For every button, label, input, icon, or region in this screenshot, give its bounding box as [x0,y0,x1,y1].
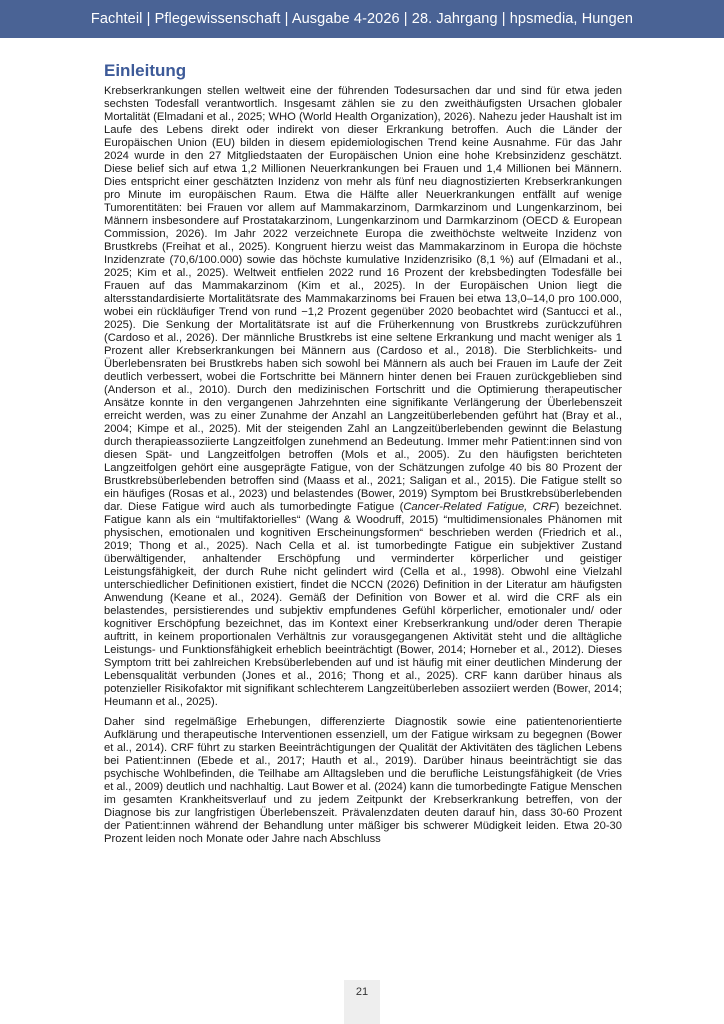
paragraph-1-italic-term: Cancer-Related Fatigue, CRF [403,501,556,513]
running-header [0,0,724,38]
running-header-text: Fachteil | Pflegewissenschaft | Ausgabe 4-2026 | 28. Jahrgang | hpsmedia, Hungen [90,11,634,27]
page-number-box [344,980,380,1024]
article-body [104,60,622,846]
section-heading: Einleitung [104,61,187,80]
paragraph-2: Daher sind regelmäßige Erhebungen, differenzierte Diagnostik sowie eine patientenorientierte Aufklärung und therapeutische Interventionen essenziell, um der Fatigue wirksam zu begegnen (Bower et al., 2014). CRF führt zu starken Beeinträchtigungen der Qualität der Aktivitäten des täglichen Lebens bei Patient:innen (Ebede et al., 2017; Hauth et al., 2019). Darüber hinaus beeinträchtigt sie das psychische Wohlbefinden, die Teilhabe am Alltagsleben und die berufliche Leistungsfähigkeit (de Vries et al., 2009) deutlich und nachhaltig. Laut Bower et al. (2024) kann die tumorbedingte Fatigue Menschen im gesamten Krankheitsverlauf und zu jedem Zeitpunkt der Krebserkrankung betreffen, von der Diagnose bis zur langfristigen Überlebenszeit. Prävalenzdaten deuten darauf hin, dass 30-60 Prozent der Patient:innen während der Behandlung unter mäßiger bis schwerer Müdigkeit leiden. Etwa 20-30 Prozent leiden noch Monate oder Jahre nach Abschluss [104,716,622,845]
paragraph-1-text-a: Krebserkrankungen stellen weltweit eine der führenden Todesursachen dar und sind für etwa jeden sechsten Todesfall verantwortlich. Insgesamt zählen sie zu den zweithäufigsten Ursachen globaler Mortalität (Elmadani et al., 2025; WHO (World Health Organization), 2026). Nahezu jeder Haushalt ist im Laufe des Lebens direkt oder indirekt von dieser Erkrankung betroffen. Auch die Länder der Europäischen Union (EU) bilden in diesem epidemiologischen Trend keine Ausnahme. Für das Jahr 2024 wurde in den 27 Mitgliedstaaten der Europäischen Union eine hohe Krebsinzidenz geschätzt. Diese belief sich auf etwa 1,2 Millionen Neuerkrankungen bei Frauen und 1,4 Millionen bei Männern. Dies entspricht einer geschätzten Inzidenz von mehr als fünf neu diagnostizierten Krebserkrankungen pro Minute im europäischen Raum. Etwa die Hälfte aller Neuerkrankungen entfällt auf wenige Tumorentitäten: bei Frauen vor allem auf Mammakarzinom, Darmkarzinom und Lungenkarzinom, bei Männern insbesondere auf Prostatakarzinom, Lungenkarzinom und Darmkarzinom (OECD & European Commission, 2026). Im Jahr 2022 verzeichnete Europa die zweithöchste weltweite Inzidenz von Brustkrebs (Freihat et al., 2025). Kongruent hierzu weist das Mammakarzinom in Europa die höchste Inzidenzrate (70,6/100.000) sowie das höchste kumulative Inzidenzrisiko (8,1 %) auf (Elmadani et al., 2025; Kim et al., 2025). Weltweit entfielen 2022 rund 16 Prozent der krebsbedingten Todesfälle bei Frauen auf das Mammakarzinom (Kim et al., 2025). In der Europäischen Union liegt die altersstandardisierte Mortalitätsrate des Mammakarzinoms bei Frauen bei etwa 13,0–14,0 pro 100.000, wobei ein rückläufiger Trend von rund −1,2 Prozent gegenüber 2020 beobachtet wird (Santucci et al., 2025). Die Senkung der Mortalitätsrate ist auf die Früherkennung von Brustkrebs zurückzuführen (Cardoso et al., 2026). Der männliche Brustkrebs ist eine seltene Erkrankung und macht weniger als 1 Prozent aller Krebserkrankungen bei Männern aus (Cardoso et al., 2018). Die Sterblichkeits- und Überlebensraten bei Brustkrebs haben sich sowohl bei Männern als auch bei Frauen im Laufe der Zeit deutlich verbessert, wobei die Fortschritte bei Männern hinter denen bei Frauen zurückgeblieben sind (Anderson et al., 2010). Durch den medizinischen Fortschritt und die Optimierung therapeutischer Ansätze konnte in den vergangenen Jahrzehnten eine signifikante Verlängerung der Überlebenszeit erreicht werden, was zu einer Zunahme der Anzahl an Langzeitüberlebenden geführt hat (Bray et al., 2004; Kimpe et al., 2025). Mit der steigenden Zahl an Langzeitüberlebenden gewinnt die Belastung durch therapieassoziierte Langzeitfolgen zunehmend an Bedeutung. Immer mehr Patient:innen sind von diesen Spät- und Langzeitfolgen betroffen (Mols et al., 2005). Zu den häufigsten berichteten Langzeitfolgen gehört eine ausgeprägte Fatigue, von der Schätzungen zufolge 40 bis 80 Prozent der Brustkrebsüberlebenden betroffen sind (Maass et al., 2021; Saligan et al., 2015). Die Fatigue stellt so ein häufiges (Rosas et al., 2023) und belastendes (Bower, 2019) Symptom bei Brustkrebsüberlebenden dar. Diese Fatigue wird auch als tumorbedingte Fatigue ( [104,85,622,513]
paragraph-1 [104,85,622,709]
page-number: 21 [355,986,369,998]
paragraph-1-text-b: ) bezeichnet. Fatigue kann als ein “multifaktorielles“ (Wang & Woodruff, 2015) “multidimensionales Phänomen mit physischen, emotionalen und kognitiven Erscheinungsformen“ beschrieben werden (Friedrich et al., 2019; Thong et al., 2025). Nach Cella et al. ist tumorbedingte Fatigue ein subjektiver Zustand überwältigender, anhaltender Erschöpfung und verminderter körperlicher und geistiger Leistungsfähigkeit, der durch Ruhe nicht gelindert wird (Cella et al., 1998). Obwohl eine Vielzahl unterschiedlicher Definitionen existiert, findet die NCCN (2026) Definition in der Literatur am häufigsten Anwendung (Keane et al., 2024). Gemäß der Definition von Bower et al. wird die CRF als ein belastendes, persistierendes und subjektiv empfundenes Gefühl körperlicher, emotionaler und/ oder kognitiver Erschöpfung bezeichnet, das im Kontext einer Krebserkrankung und/oder deren Therapie auftritt, in keinem proportionalen Verhältnis zur vorausgegangenen Aktivität steht und die alltägliche Leistungs- und Funktionsfähigkeit erheblich beeinträchtigt (Bower, 2014; Horneber et al., 2012). Dieses Symptom tritt bei zahlreichen Krebsüberlebenden auf und ist häufig mit einer deutlichen Minderung der Lebensqualität verbunden (Jones et al., 2016; Thong et al., 2025). CRF kann darüber hinaus als potenzieller Risikofaktor mit signifikant schlechterem Langzeitüberleben assoziiert werden (Bower, 2014; Heumann et al., 2025). [104,501,622,708]
